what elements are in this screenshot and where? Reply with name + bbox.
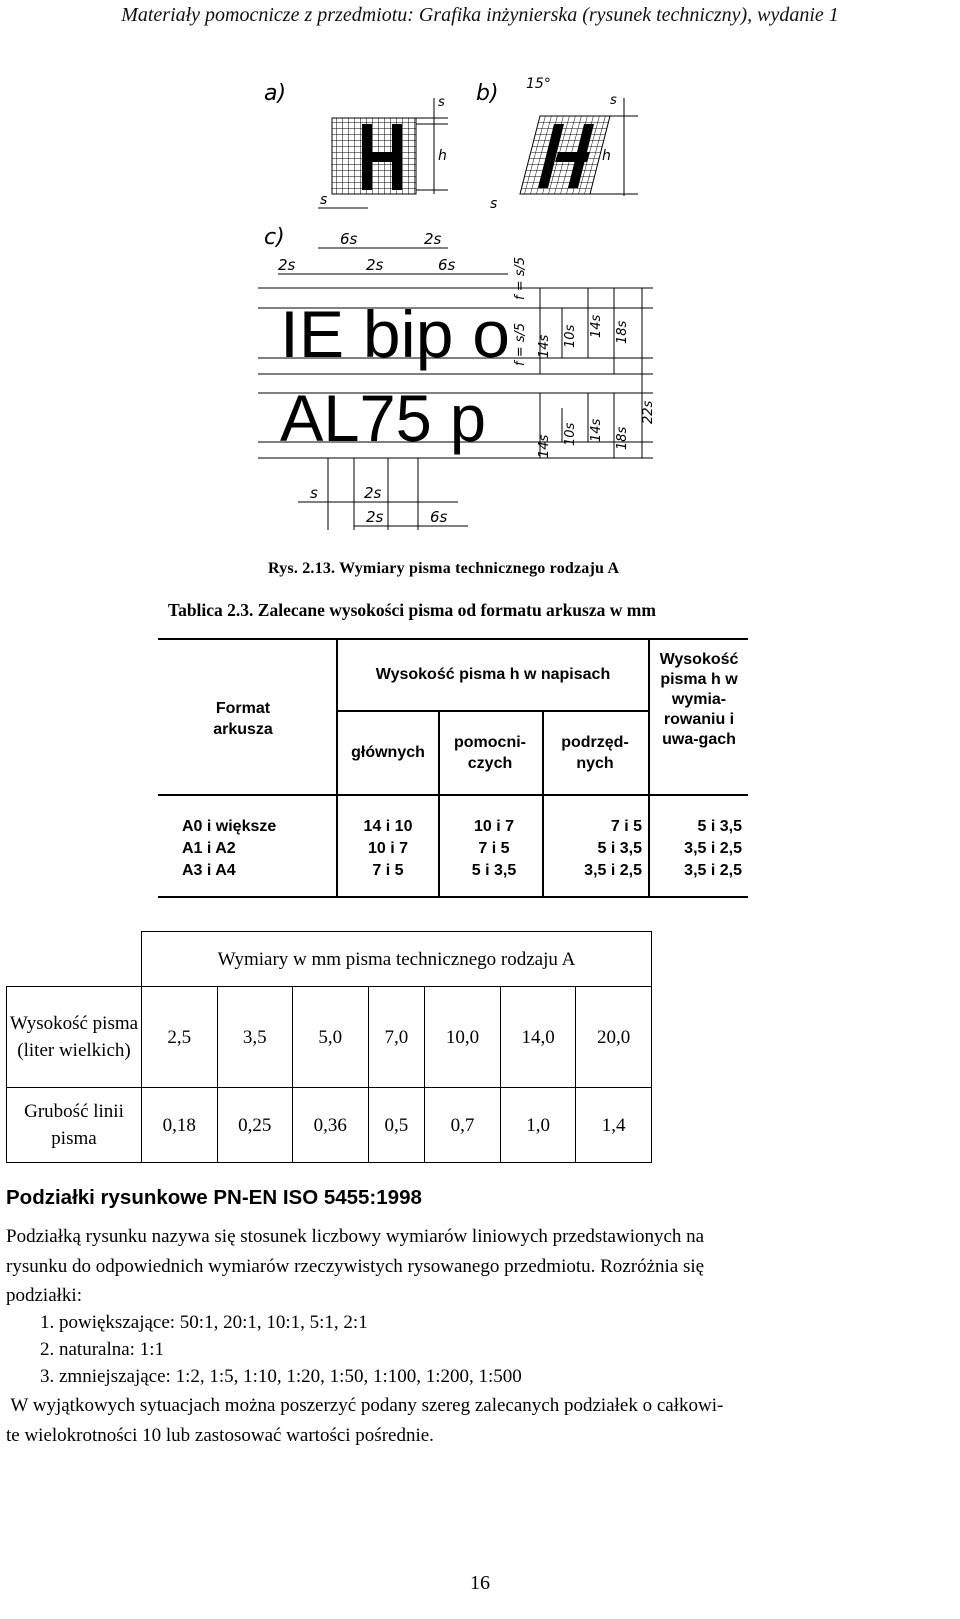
line-value: 1,4 [576,1088,652,1163]
dim-22s: 22s [641,400,656,424]
scan-row-main: 7 i 5 [372,862,404,879]
list-item: 3. zmniejszające: 1:2, 1:5, 1:10, 1:20, 1:50, 1:100, 1:200, 1:500 [40,1366,522,1387]
dim-14s-2: 14s [589,314,604,338]
scan-row-format: A3 i A4 [182,862,236,879]
dim-10s-1: 10s [563,324,578,348]
line-value: 0,18 [142,1088,218,1163]
section-heading: Podziałki rysunkowe PN-EN ISO 5455:1998 [6,1186,422,1209]
line-value: 0,7 [425,1088,501,1163]
scan-col-aux: pomocni-czych [454,734,526,772]
angle-label: 15° [526,76,551,92]
dim-2s-top: 2s [424,230,442,248]
scan-row-sub: 3,5 i 2,5 [584,862,642,879]
scan-row-main: 14 i 10 [363,818,413,835]
label-c: c) [264,225,285,250]
dim-2s-mid: 2s [366,256,384,274]
dim-2s-bottom-2: 2s [366,508,384,526]
height-value: 5,0 [293,987,369,1088]
scan-row-sub: 5 i 3,5 [597,840,642,857]
label-b: b) [476,81,499,106]
paragraph-line: rysunku do odpowiednich wymiarów rzeczywistych rysowanego przedmiotu. Rozróżnia się [6,1256,705,1277]
scan-col-main: głównych [351,744,425,761]
line-value: 0,5 [368,1088,425,1163]
scan-row-aux: 5 i 3,5 [471,862,517,879]
scan-row-dim: 3,5 i 2,5 [684,862,742,879]
dim-s-a-bottom: s [320,192,328,208]
page-number: 16 [470,1572,490,1594]
dim-h-b: h [602,148,611,164]
paragraph-line: Podziałką rysunku nazywa się stosunek liczbowy wymiarów liniowych przedstawionych na [6,1226,705,1247]
dim-f-mid: f = s/5 [513,322,528,366]
dim-6s-mid: 6s [438,256,456,274]
paragraph-line: podziałki: [6,1285,82,1306]
line-value: 0,25 [217,1088,293,1163]
dim-s-a: s [438,95,445,110]
dim-h-a: h [438,148,447,164]
height-value: 7,0 [368,987,425,1088]
figure-caption: Rys. 2.13. Wymiary pisma technicznego rodzaju A [268,560,620,577]
sample-line-1: IE bip o [280,297,510,371]
dim-s-b-bottom: s [490,196,498,212]
line-value: 1,0 [500,1088,576,1163]
scan-col-sub: podrzęd-nych [561,734,629,772]
dim-s-bottom: s [310,484,318,502]
height-value: 3,5 [217,987,293,1088]
dim-10s-2: 10s [563,422,578,446]
scan-row-aux: 10 i 7 [473,818,515,835]
scan-row-aux: 7 i 5 [478,840,510,857]
height-value: 20,0 [576,987,652,1088]
dim-18s-1: 18s [615,320,630,344]
page-header: Materiały pomocnicze z przedmiotu: Grafika inżynierska (rysunek techniczny), wydanie 1 [121,4,839,26]
line-value: 0,36 [293,1088,369,1163]
scan-row-sub: 7 i 5 [610,818,642,835]
dim-18s-2: 18s [615,426,630,450]
paragraph-line: te wielokrotności 10 lub zastosować wartości pośrednie. [6,1425,434,1446]
scan-row-format: A1 i A2 [182,840,236,857]
scan-row-main: 10 i 7 [367,840,409,857]
dims-table-header: Wymiary w mm pisma technicznego rodzaju A [142,932,652,987]
dim-6s-top: 6s [340,230,358,248]
label-a: a) [264,81,287,106]
dim-14s-4: 14s [589,418,604,442]
scan-row-dim: 5 i 3,5 [697,818,742,835]
sample-line-2: AL75 p [280,381,486,455]
lettering-figure [258,68,678,558]
dim-6s-bottom: 6s [430,508,448,526]
table-corner [7,932,142,987]
dimensions-table [6,931,652,1163]
height-value: 10,0 [425,987,501,1088]
dim-s-b: s [610,93,617,108]
scan-col-format: Format arkusza [213,700,273,738]
height-value: 14,0 [500,987,576,1088]
scan-table [158,638,748,900]
paragraph-line: W wyjątkowych sytuacjach można poszerzyć podany szereg zalecanych podziałek o całkowi- [6,1395,724,1416]
dim-14s-3: 14s [537,434,552,458]
row-label-line: Grubość linii pisma [7,1088,142,1163]
scan-col-group: Wysokość pisma h w napisach [375,666,611,683]
scan-table-title: Tablica 2.3. Zalecane wysokości pisma od formatu arkusza w mm [168,600,656,620]
scan-row-dim: 3,5 i 2,5 [684,840,742,857]
dim-2s-bottom-1: 2s [364,484,382,502]
scan-col-dim: Wysokość pisma h w wymia-rowaniu i uwa-gach [659,651,739,748]
height-value: 2,5 [142,987,218,1088]
letter-h-upright-text: H [258,68,259,69]
scan-row-format: A0 i większe [182,818,277,835]
dim-14s-1: 14s [537,334,552,358]
dim-f-top: f = s/5 [513,256,528,300]
lettering-diagram [258,68,678,558]
list-item: 2. naturalna: 1:1 [40,1339,164,1360]
list-item: 1. powiększające: 50:1, 20:1, 10:1, 5:1, 2:1 [40,1312,368,1333]
row-label-height: Wysokość pisma (liter wielkich) [7,987,142,1088]
dim-2s-left: 2s [278,256,296,274]
